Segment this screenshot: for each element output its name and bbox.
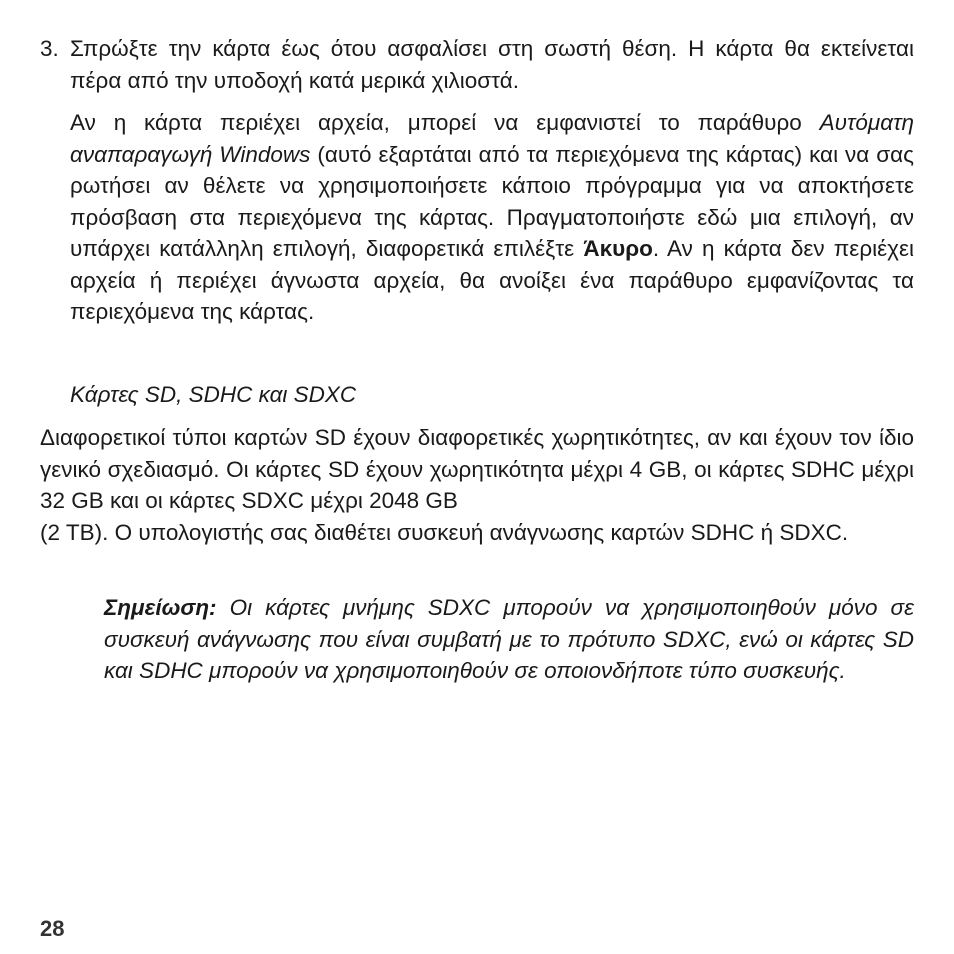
step-3 [40, 33, 914, 96]
note-label: Σημείωση: [104, 595, 217, 620]
autoplay-text-1: Αν η κάρτα περιέχει αρχεία, μπορεί να εμφανιστεί το παράθυρο [70, 110, 820, 135]
step-text: Σπρώξτε την κάρτα έως ότου ασφαλίσει στη σωστή θέση. Η κάρτα θα εκτείνεται πέρα από την υποδοχή κατά μερικά χιλιοστά. [70, 36, 914, 93]
cancel-option-name: Άκυρο [583, 236, 653, 261]
section-subheading: Κάρτες SD, SDHC και SDXC [70, 382, 357, 407]
sd-card-types-text-2: (2 TB). Ο υπολογιστής σας διαθέτει συσκευή ανάγνωσης καρτών SDHC ή SDXC. [40, 519, 849, 545]
sd-card-types-paragraph [40, 422, 914, 548]
step-number: 3. [40, 36, 59, 61]
autoplay-text-2: (αυτό εξαρτάται από τα περιεχόμενα της κάρτας) και να σας ρωτήσει αν θέλετε να χρησιμοποιήσετε κάποιο πρόγραμμα για να αποκτήσετε πρόσβαση στα περιεχόμενα της κάρτας. Πραγματοποιήστε εδώ μια επιλογή, αν υπάρχει κατάλληλη επιλογή, διαφορετικά επιλέξτε [70, 141, 914, 261]
note-text: Οι κάρτες μνήμης SDXC μπορούν να χρησιμοποιηθούν μόνο σε συσκευή ανάγνωσης που είναι συμβατή με το πρότυπο SDXC, ενώ οι κάρτες SD και SDHC μπορούν να χρησιμοποιηθούν σε οποιονδήποτε τύπο συσκευής. [104, 595, 914, 683]
autoplay-text-3: . Αν η κάρτα δεν περιέχει αρχεία ή περιέχει άγνωστα αρχεία, θα ανοίξει ένα παράθυρο εμφανίζοντας τα περιεχόμενα της κάρτας. [70, 236, 915, 324]
autoplay-paragraph [70, 107, 914, 328]
autoplay-window-name: Αυτόματη αναπαραγωγή Windows [70, 110, 914, 167]
page-number: 28 [40, 916, 65, 941]
note-block [104, 592, 914, 687]
sd-card-types-text-1: Διαφορετικοί τύποι καρτών SD έχουν διαφορετικές χωρητικότητες, αν και έχουν τον ίδιο γενικό σχεδιασμό. Οι κάρτες SD έχουν χωρητικότητα μέχρι 4 GB, οι κάρτες SDHC μέχρι 32 GB και οι κάρτες SDXC μέχρι 2048 GB [40, 425, 914, 513]
